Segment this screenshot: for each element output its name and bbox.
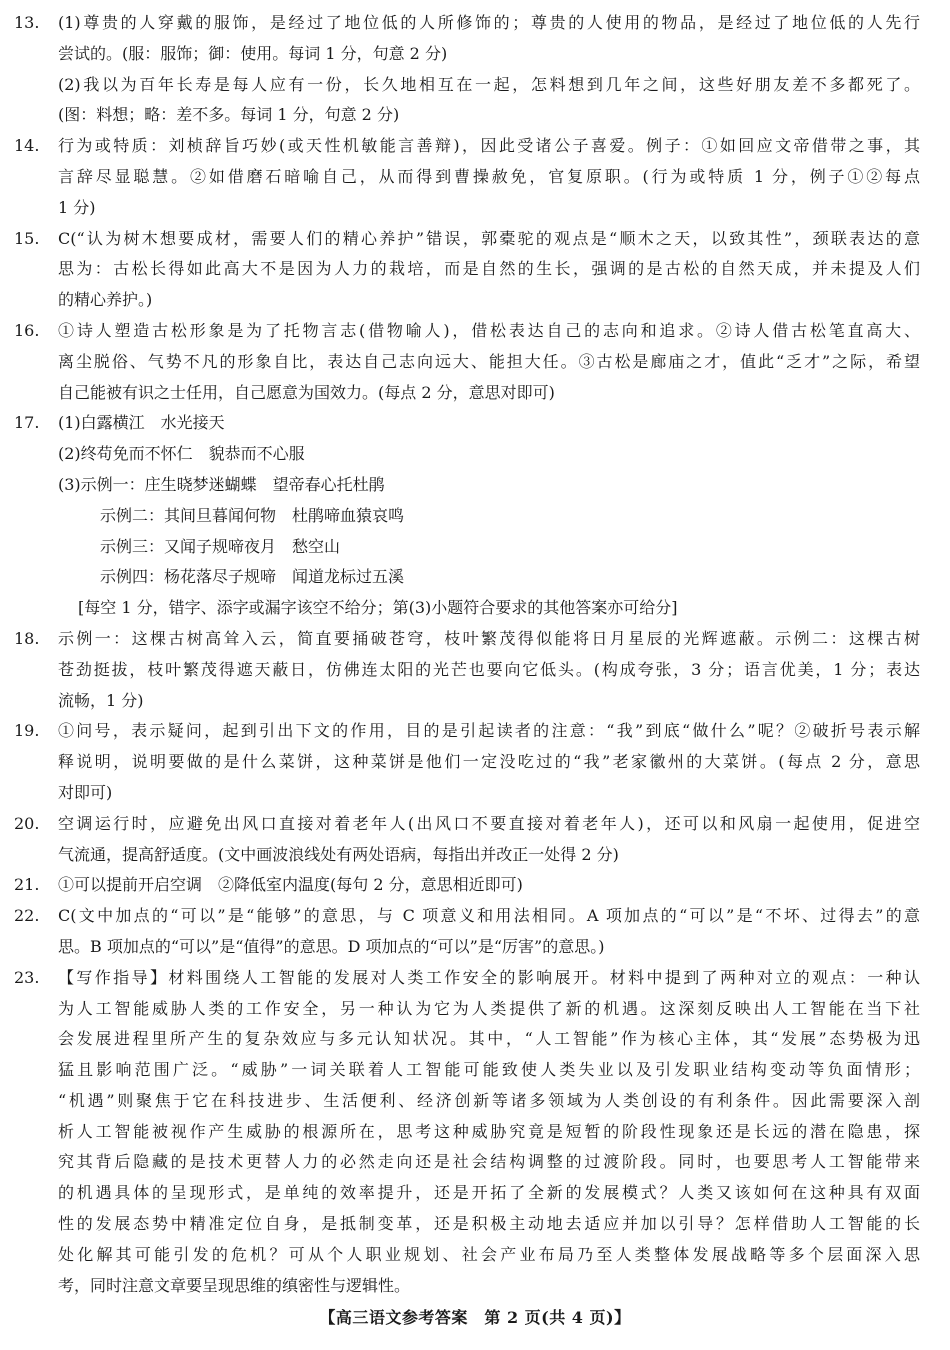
answer-line: 会发展进程里所产生的复杂效应与多元认知状况。其中，“人工智能”作为核心主体，其“发展”态势极为迅 bbox=[58, 1029, 920, 1049]
answer-line: [每空 1 分，错字、添字或漏字该空不给分；第(3)小题符合要求的其他答案亦可给分] bbox=[78, 598, 678, 618]
answer-line: 【写作指导】材料围绕人工智能的发展对人类工作安全的影响展开。材料中提到了两种对立的观点：一种认 bbox=[58, 967, 920, 987]
question-number: 19. bbox=[14, 721, 40, 741]
answer-line: 离尘脱俗、气势不凡的形象自比，表达自己志向远大、能担大任。③古松是廊庙之才，值此“乏才”之际，希望 bbox=[58, 351, 920, 371]
answer-line: (3)示例一：庄生晓梦迷蝴蝶 望帝春心托杜鹃 bbox=[58, 474, 385, 494]
answer-line: 行为或特质：刘桢辞旨巧妙(或天性机敏能言善辩)，因此受诸公子喜爱。例子：①如回应文帝借带之事，其 bbox=[58, 136, 920, 156]
answer-line: C(文中加点的“可以”是“能够”的意思，与 C 项意义和用法相同。A 项加点的“可以”是“不坏、过得去”的意 bbox=[58, 906, 920, 926]
answer-line: ①问号，表示疑问，起到引出下文的作用，目的是引起读者的注意：“我”到底“做什么”呢？②破折号表示解 bbox=[58, 721, 920, 741]
answer-line: 的机遇具体的呈现形式，是单纯的效率提升，还是开拓了全新的发展模式？人类又该如何在这种具有双面 bbox=[58, 1183, 920, 1203]
answer-line: C(“认为树木想要成材，需要人们的精心养护”错误，郭橐驼的观点是“顺木之天，以致其性”，颈联表达的意 bbox=[58, 228, 920, 248]
answer-line: 释说明，说明要做的是什么菜饼，这种菜饼是他们一定没吃过的“我”老家徽州的大菜饼。(每点 2 分，意思 bbox=[58, 752, 920, 772]
answer-item bbox=[14, 716, 920, 808]
question-number: 20. bbox=[14, 813, 40, 833]
answer-line: 处化解其可能引发的危机？可从个人职业规划、社会产业布局乃至人类整体发展战略等多个层面深入思 bbox=[58, 1244, 920, 1264]
question-number: 17. bbox=[14, 413, 40, 433]
answer-line: 示例一：这棵古树高耸入云，简直要捅破苍穹，枝叶繁茂得似能将日月星辰的光辉遮蔽。示例二：这棵古树 bbox=[58, 628, 920, 648]
answer-item bbox=[14, 624, 920, 716]
answer-item bbox=[14, 316, 920, 408]
answer-line: 1 分) bbox=[58, 197, 96, 217]
answer-item bbox=[14, 224, 920, 316]
answer-line: (2)终苟免而不怀仁 貌恭而不心服 bbox=[58, 444, 305, 464]
answer-line: 猛且影响范围广泛。“威胁”一词关联着人工智能可能致使人类失业以及引发职业结构变动等负面情形； bbox=[58, 1060, 920, 1080]
answer-item bbox=[14, 408, 920, 624]
answer-list bbox=[14, 8, 920, 1301]
answer-item bbox=[14, 963, 920, 1302]
answer-line: (图：料想；略：差不多。每词 1 分，句意 2 分) bbox=[58, 105, 400, 125]
question-number: 22. bbox=[14, 906, 40, 926]
question-number: 13. bbox=[14, 13, 40, 32]
question-number: 18. bbox=[14, 628, 40, 648]
answer-line: 析人工智能被视作产生威胁的根源所在，思考这种威胁究竟是短暂的阶段性现象还是长远的潜在隐患，探 bbox=[58, 1121, 920, 1141]
answer-line: 自己能被有识之士任用，自己愿意为国效力。(每点 2 分，意思对即可) bbox=[58, 382, 555, 402]
answer-line: 示例二：其间旦暮闻何物 杜鹃啼血猿哀鸣 bbox=[100, 505, 405, 525]
answer-line: 气流通，提高舒适度。(文中画波浪线处有两处语病，每指出并改正一处得 2 分) bbox=[58, 844, 619, 864]
answer-item bbox=[14, 8, 920, 131]
answer-line: 尝试的。(服：服饰；御：使用。每词 1 分，句意 2 分) bbox=[58, 43, 448, 63]
question-number: 15. bbox=[14, 228, 40, 248]
answer-line: 言辞尽显聪慧。②如借磨石暗喻自己，从而得到曹操赦免，官复原职。(行为或特质 1 分，例子①②每点 bbox=[58, 166, 920, 186]
answer-line: 对即可) bbox=[58, 782, 113, 802]
answer-line: 示例三：又闻子规啼夜月 愁空山 bbox=[100, 536, 341, 556]
answer-line: (1)尊贵的人穿戴的服饰，是经过了地位低的人所修饰的；尊贵的人使用的物品，是经过了地位低的人先行 bbox=[58, 13, 920, 32]
question-number: 21. bbox=[14, 875, 40, 895]
answer-line: 考，同时注意文章要呈现思维的缜密性与逻辑性。 bbox=[58, 1275, 411, 1295]
answer-line: 性的发展态势中精准定位自身，是抵制变革，还是积极主动地去适应并加以引导？怎样借助人工智能的长 bbox=[58, 1214, 920, 1234]
answer-line: 空调运行时，应避免出风口直接对着老年人(出风口不要直接对着老年人)，还可以和风扇一起使用，促进空 bbox=[58, 813, 920, 833]
answer-line: 究其背后隐藏的是技术更替人力的必然走向还是社会结构调整的过渡阶段。同时，也要思考人工智能带来 bbox=[58, 1152, 920, 1172]
answer-line: 思。B 项加点的“可以”是“值得”的意思。D 项加点的“可以”是“厉害”的意思。) bbox=[58, 936, 605, 956]
answer-item bbox=[14, 131, 920, 223]
answer-line: (2)我以为百年长寿是每人应有一份，长久地相互在一起，怎料想到几年之间，这些好朋友差不多都死了。 bbox=[58, 74, 920, 94]
answer-item bbox=[14, 870, 920, 901]
answer-line: 苍劲挺拔，枝叶繁茂得遮天蔽日，仿佛连太阳的光芒也要向它低头。(构成夸张，3 分；语言优美，1 分；表达 bbox=[58, 659, 920, 679]
answer-line: 的精心养护。) bbox=[58, 290, 153, 310]
answer-line: 为人工智能威胁人类的工作安全，另一种认为它为人类提供了新的机遇。这深刻反映出人工智能在当下社 bbox=[58, 998, 920, 1018]
page-footer: 【高三语文参考答案 第 2 页(共 4 页)】 bbox=[319, 1308, 631, 1327]
answer-item bbox=[14, 809, 920, 871]
answer-line: “机遇”则聚焦于它在科技进步、生活便利、经济创新等诸多领域为人类创设的有利条件。因此需要深入剖 bbox=[58, 1090, 920, 1110]
question-number: 23. bbox=[14, 967, 40, 987]
answer-line: ①可以提前开启空调 ②降低室内温度(每句 2 分，意思相近即可) bbox=[58, 875, 523, 895]
question-number: 16. bbox=[14, 320, 40, 340]
answer-line: (1)白露横江 水光接天 bbox=[58, 413, 225, 433]
answer-line: 示例四：杨花落尽子规啼 闻道龙标过五溪 bbox=[100, 567, 405, 587]
question-number: 14. bbox=[14, 136, 40, 156]
answer-item bbox=[14, 901, 920, 963]
answer-line: 流畅，1 分) bbox=[58, 690, 144, 710]
answer-line: ①诗人塑造古松形象是为了托物言志(借物喻人)，借松表达自己的志向和追求。②诗人借古松笔直高大、 bbox=[58, 320, 920, 340]
answer-line: 思为：古松长得如此高大不是因为人力的栽培，而是自然的生长，强调的是古松的自然天成，并未提及人们 bbox=[58, 259, 920, 279]
